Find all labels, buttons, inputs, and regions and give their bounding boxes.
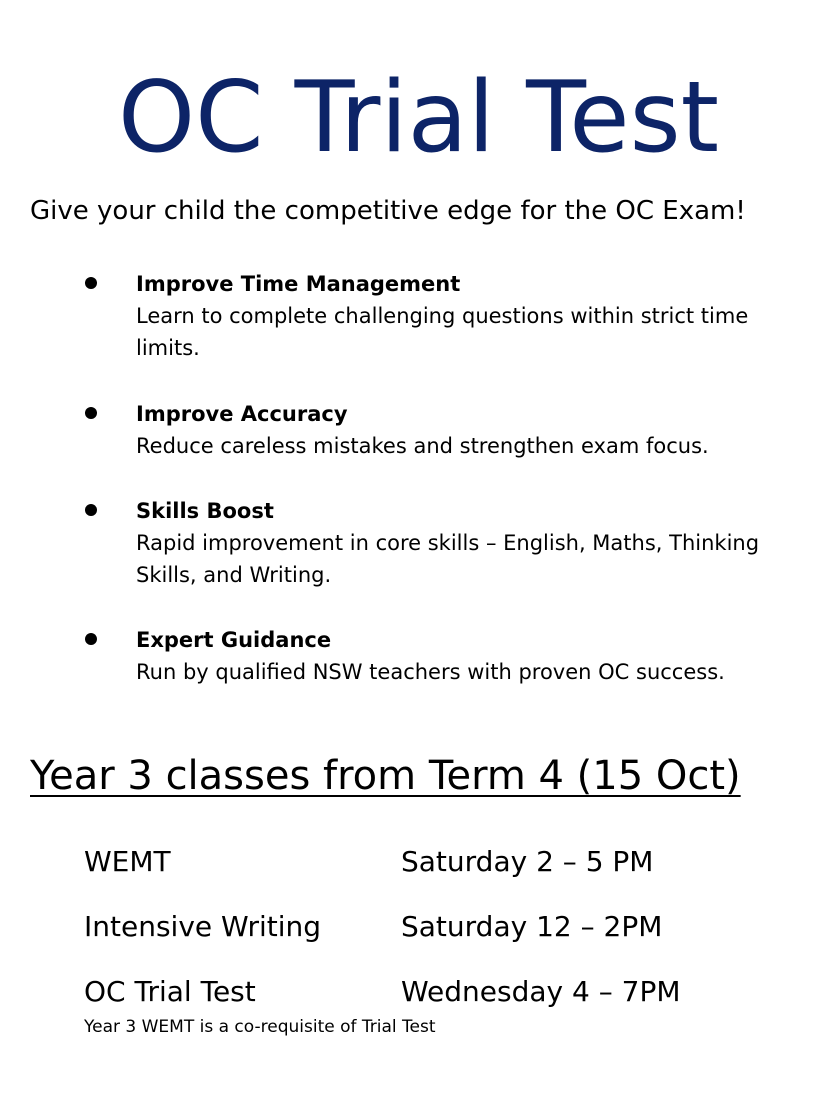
page-title: OC Trial Test [117,61,720,175]
schedule-row [0,907,837,951]
bullet-icon [85,407,97,419]
class-time: Saturday 12 – 2PM [401,910,663,943]
schedule-row [0,972,837,1016]
benefit-heading: Improve Accuracy [136,402,348,426]
tagline: Give your child the competitive edge for the OC Exam! [30,196,746,226]
schedule-heading: Year 3 classes from Term 4 (15 Oct) [30,753,741,799]
class-name: WEMT [84,845,171,878]
bullet-icon [85,277,97,289]
class-time: Wednesday 4 – 7PM [401,975,681,1008]
benefit-heading: Improve Time Management [136,272,461,296]
class-time: Saturday 2 – 5 PM [401,845,654,878]
bullet-icon [85,633,97,645]
bullet-icon [85,504,97,516]
schedule-row [0,842,837,886]
class-name: Intensive Writing [84,910,322,943]
benefit-heading: Skills Boost [136,499,274,523]
benefit-description: Run by qualified NSW teachers with proven OC success. [136,660,725,684]
benefit-description: Learn to complete challenging questions within strict time limits. [136,304,749,360]
benefit-description: Reduce careless mistakes and strengthen exam focus. [136,434,709,458]
benefit-heading: Expert Guidance [136,628,332,652]
schedule-note: Year 3 WEMT is a co-requisite of Trial Test [84,1017,436,1037]
benefit-description: Rapid improvement in core skills – English, Maths, Thinking Skills, and Writing. [136,531,760,587]
class-name: OC Trial Test [84,975,256,1008]
